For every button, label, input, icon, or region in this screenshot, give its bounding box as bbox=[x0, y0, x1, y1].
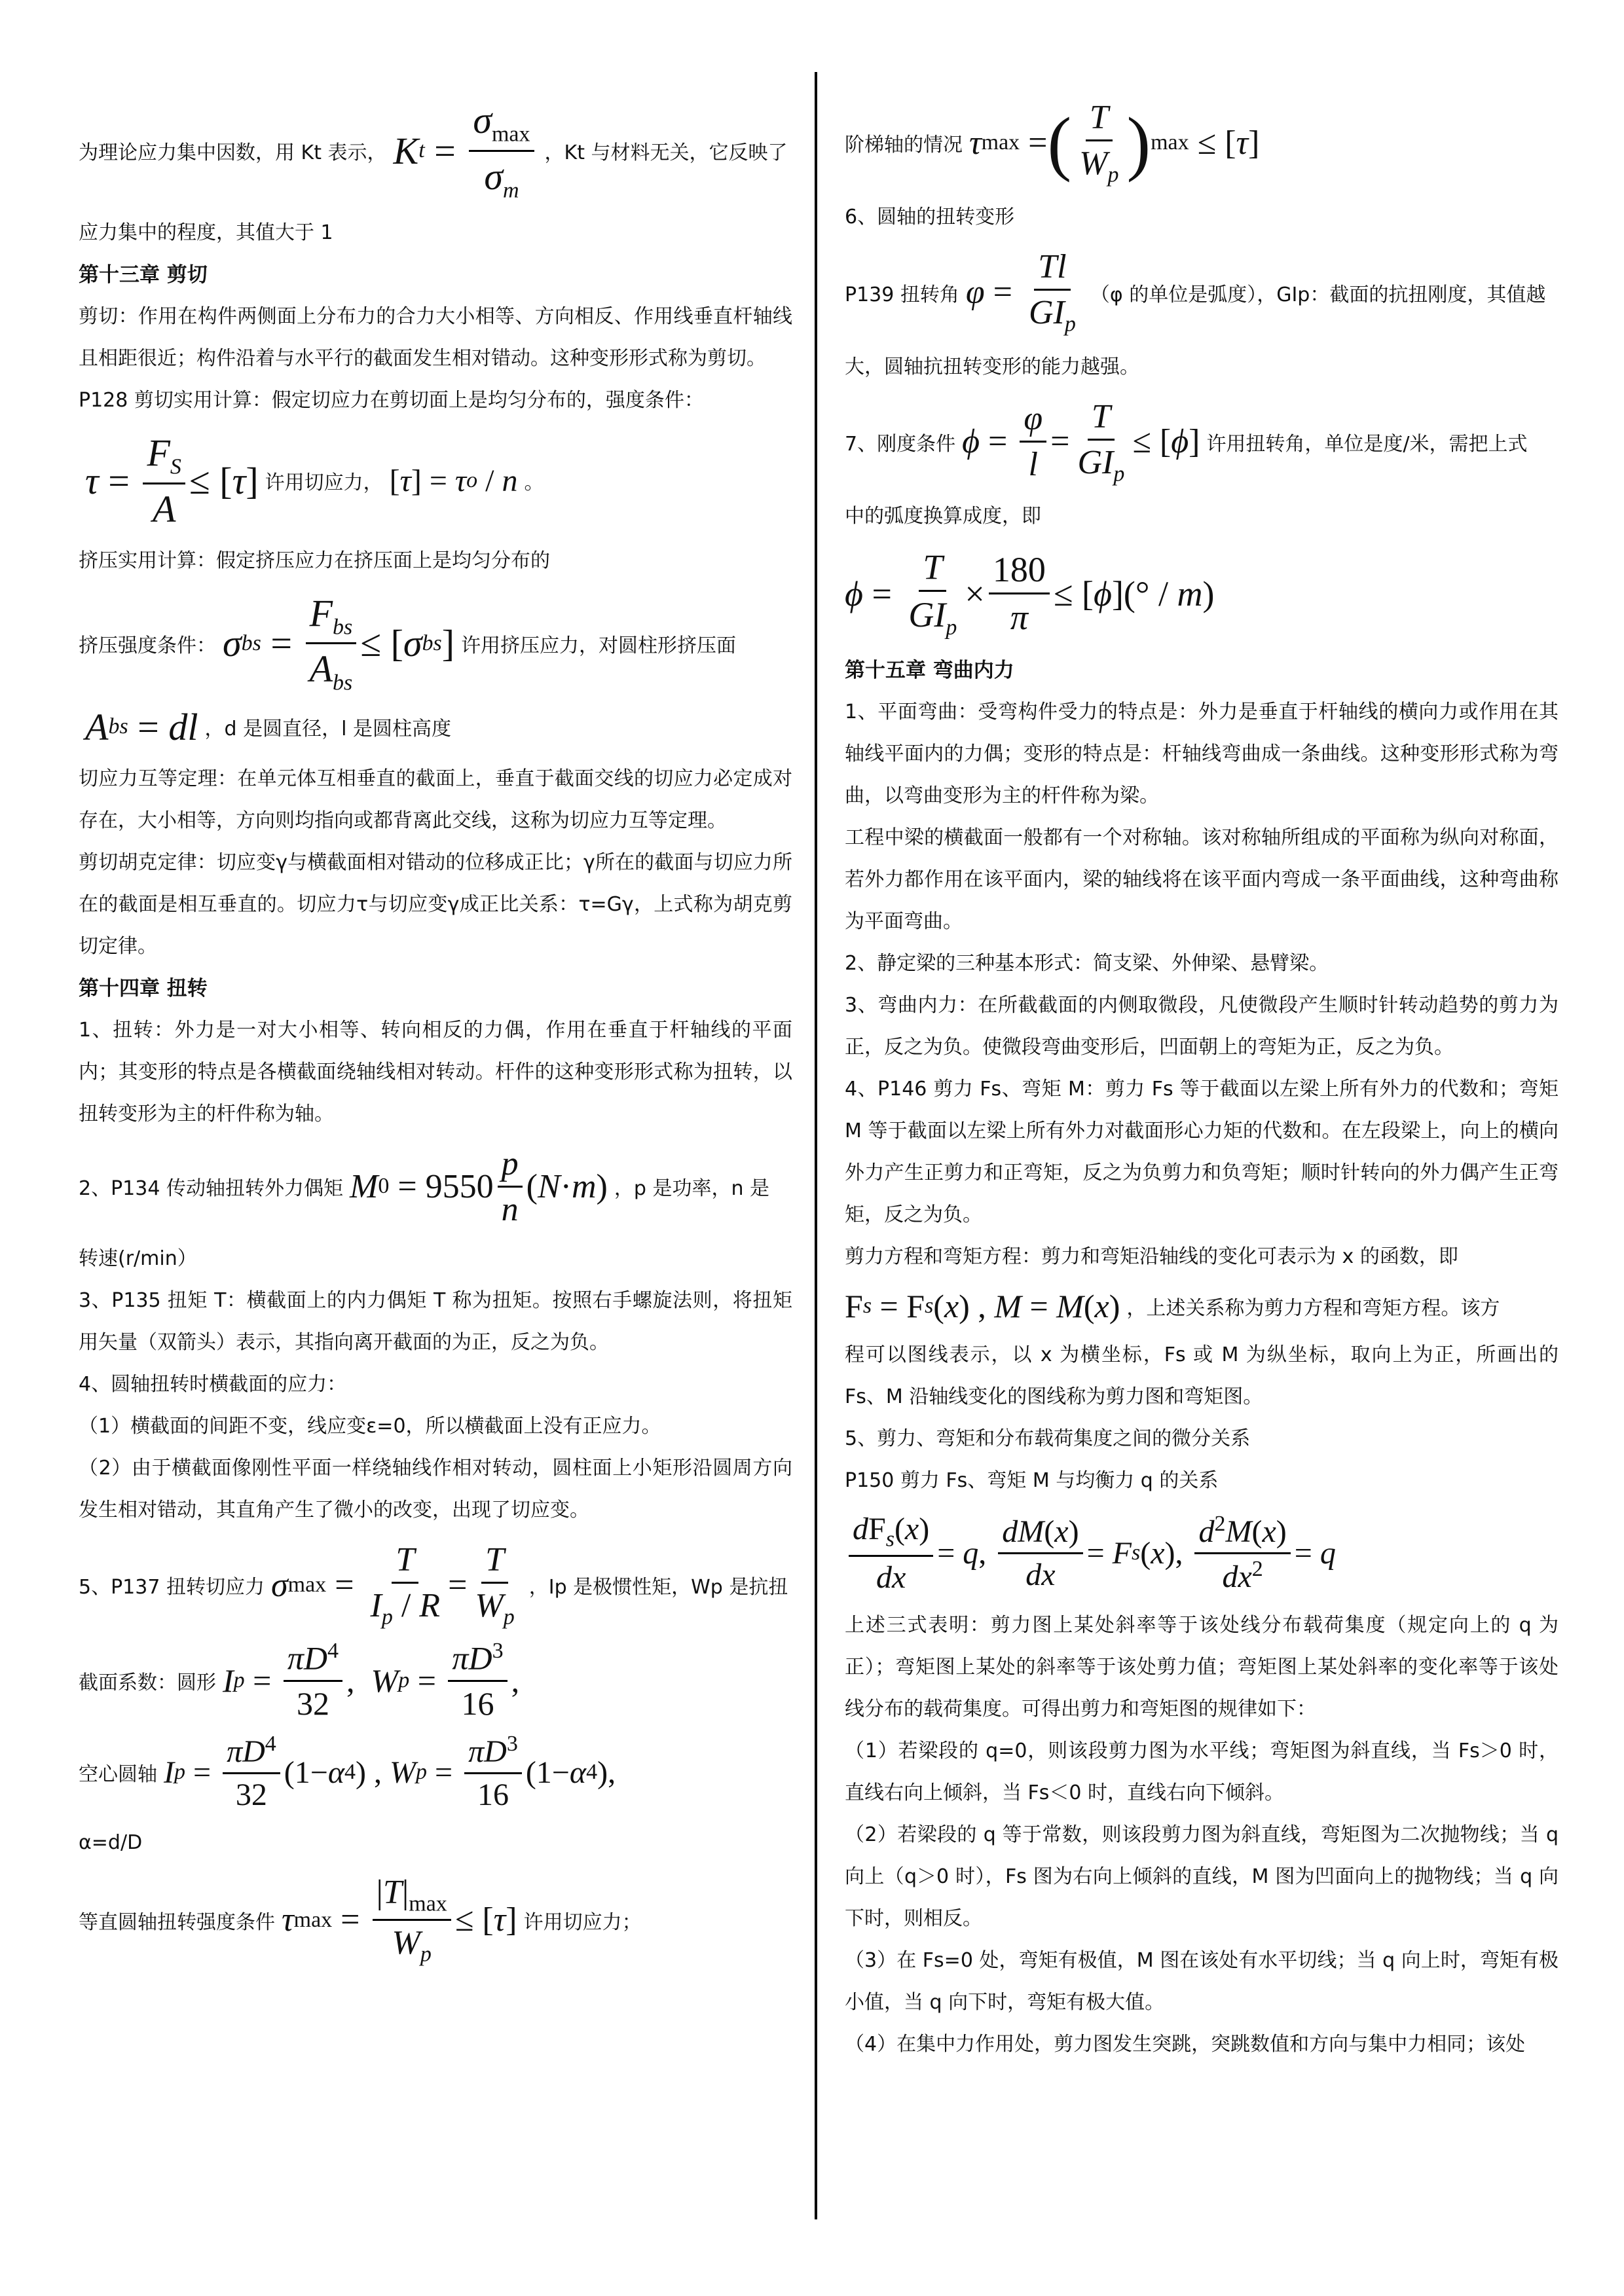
paragraph: 1、平面弯曲：受弯构件受力的特点是：外力是垂直于杆轴线的横向力或作用在其轴线平面内的力偶；变形的特点是：杆轴线弯曲成一条曲线。这种变形形式称为弯曲，以弯曲变形为主的杆件称为梁。 bbox=[845, 700, 1559, 807]
rigidity-degrees-line bbox=[845, 547, 1559, 640]
formula-tau-max: σ max = $\frac{T}{I_p / R}$ = $\frac{T}{W_p}$ bbox=[270, 1540, 515, 1630]
paragraph: （2）由于横截面像刚性平面一样绕轴线作相对转动，圆柱面上小矩形沿圆周方向发生相对错动，其直角产生了微小的改变，出现了切应变。 bbox=[79, 1456, 792, 1522]
text-line: 5、P137 扭转切应力 bbox=[79, 1576, 265, 1599]
paragraph: （1）若梁段的 q=0，则该段剪力图为水平线；弯矩图为斜直线，当 Fs＞0 时，直线右向上倾斜，当 Fs＜0 时，直线右向下倾斜。 bbox=[845, 1739, 1559, 1804]
paragraph: 剪切胡克定律：切应变γ与横截面相对错动的位移成正比；γ所在的截面与切应力所在的截面是相互垂直的。切应力τ与切应变γ成正比关系：τ=Gγ，上式称为胡克剪切定律。 bbox=[79, 850, 792, 958]
paragraph: P128 剪切实用计算：假定切应力在剪切面上是均匀分布的，强度条件： bbox=[79, 389, 704, 412]
text-line: 应力集中的程度，其值大于 1 bbox=[79, 221, 333, 245]
paragraph: 3、弯曲内力：在所截截面的内侧取微段，凡使微段产生顺时针转动趋势的剪力为正，反之为负。使微段弯曲变形后，凹面朝上的弯矩为正，反之为负。 bbox=[845, 993, 1559, 1059]
formula-rigidity-deg: ϕ = $\frac{T}{GI_p}$ × $\frac{180}{\pi}$ ≤ [ ϕ ](° / m ) bbox=[845, 547, 1215, 640]
paragraph: （2）若梁段的 q 等于常数，则该段剪力图为斜直线，弯矩图为二次抛物线；当 q 向上（q＞0 时），Fs 图为右向上倾斜的直线，M 图为凹面向上的抛物线；当 q 向下时，则相反。 bbox=[845, 1823, 1559, 1930]
right-column bbox=[845, 98, 1559, 2066]
paragraph: 2、静定梁的三种基本形式：简支梁、外伸梁、悬臂梁。 bbox=[845, 951, 1329, 975]
paragraph: 4、圆轴扭转时横截面的应力： bbox=[79, 1372, 347, 1396]
differential-relations-line bbox=[845, 1511, 1559, 1595]
text-line: 挤压强度条件： bbox=[79, 634, 216, 657]
formula-phi: φ = $\frac{Tl}{GI_p}$ bbox=[965, 248, 1076, 337]
text-line: 等直圆轴扭转强度条件 bbox=[79, 1910, 275, 1934]
shear-moment-eq-line bbox=[845, 1287, 1559, 1325]
paragraph: 剪力方程和弯矩方程：剪力和弯矩沿轴线的变化可表示为 x 的函数，即 bbox=[845, 1245, 1458, 1268]
formula-stepped: τ max = ( $\frac{T}{W_p}$ ) max ≤ [ τ ] bbox=[969, 99, 1260, 187]
paragraph: （3）在 Fs=0 处，弯矩有极值，M 图在该处有水平切线；当 q 向上时，弯矩有极小值，当 q 向下时，弯矩有极大值。 bbox=[845, 1948, 1559, 2014]
text-line: ，d 是圆直径，l 是圆柱高度 bbox=[204, 718, 451, 741]
text-line: 6、圆轴的扭转变形 bbox=[845, 206, 1015, 229]
bearing-strength-line bbox=[79, 591, 792, 696]
text-line: ，Ip 是极惯性矩，Wp 是抗扭 bbox=[528, 1576, 788, 1599]
column-divider bbox=[815, 72, 817, 2219]
formula-allow-shear: [ τ ] = τ o / n bbox=[389, 463, 518, 498]
text-line: ，上述关系称为剪力方程和弯矩方程。该方 bbox=[1126, 1296, 1500, 1320]
text-line: 截面系数：圆形 bbox=[79, 1671, 216, 1695]
text-line: ，Kt 与材料无关，它反映了 bbox=[544, 141, 788, 165]
section-modulus-line bbox=[79, 1639, 792, 1722]
paragraph: 剪切：作用在构件两侧面上分布力的合力大小相等、方向相反、作用线垂直杆轴线且相距很近；构件沿着与水平行的截面发生相对错动。这种变形形式称为剪切。 bbox=[79, 305, 792, 371]
formula-abs: A bs = dl bbox=[85, 705, 198, 748]
paragraph: （1）横截面的间距不变，线应变ε=0，所以横截面上没有正应力。 bbox=[79, 1414, 661, 1438]
formula-ip-solid: I p = $\frac{\pi D^4}{32}$ , W p = $\frac{\pi D^3}{16}$ , bbox=[223, 1639, 520, 1722]
rigidity-line bbox=[845, 397, 1559, 486]
hollow-shaft-line bbox=[79, 1732, 792, 1813]
formula-m0: M 0 = 9550 $\frac{p}{n}$ ( N · m ) bbox=[349, 1144, 608, 1228]
paragraph: 程可以图线表示，以 x 为横坐标，Fs 或 M 为纵坐标，取向上为正，所画出的 Fs、M 沿轴线变化的图线称为剪力图和弯矩图。 bbox=[845, 1343, 1559, 1408]
paragraph: 3、P135 扭矩 T：横截面上的内力偶矩 T 称为扭矩。按照右手螺旋法则，将扭矩用矢量（双箭头）表示，其指向离开截面的为正，反之为负。 bbox=[79, 1288, 792, 1354]
formula-kt: K t = $\frac{\sigma_{max}}{\sigma_m}$ bbox=[394, 98, 538, 203]
torque-line bbox=[79, 1144, 792, 1229]
paragraph: 工程中梁的横截面一般都有一个对称轴。该对称轴所组成的平面称为纵向对称面，若外力都作用在该平面内，梁的轴线将在该平面内弯成一条平面曲线，这种弯曲称为平面弯曲。 bbox=[845, 826, 1559, 933]
text-line: 为理论应力集中因数，用 Kt 表示， bbox=[79, 141, 387, 165]
text-line: 。 bbox=[524, 471, 544, 495]
text-line: 空心圆轴 bbox=[79, 1763, 157, 1787]
paragraph: P150 剪力 Fs、弯矩 M 与均衡力 q 的关系 bbox=[845, 1468, 1219, 1492]
text-line: 阶梯轴的情况 bbox=[845, 134, 963, 157]
chapter-heading: 第十四章 扭转 bbox=[79, 976, 208, 1000]
torsion-stress-line bbox=[79, 1540, 792, 1630]
bearing-area-line bbox=[79, 705, 792, 749]
text-line: 中的弧度换算成度，即 bbox=[845, 505, 1041, 528]
stepped-shaft-line bbox=[845, 98, 1559, 187]
paragraph: 4、P146 剪力 Fs、弯矩 M：剪力 Fs 等于截面以左梁上所有外力的代数和；弯矩 M 等于截面以左梁上所有外力对截面形心力矩的代数和。在左段梁上，向上的横向外力产生正剪力和正弯矩，反之为负剪力和负弯矩；顺时针转向的外力偶产生正弯矩，反之为负。 bbox=[845, 1077, 1559, 1226]
formula-strength: τ max = $\frac{|T|_{max}}{W_p}$ ≤ [ τ ] bbox=[282, 1874, 517, 1967]
paragraph: 5、剪力、弯矩和分布载荷集度之间的微分关系 bbox=[845, 1427, 1251, 1450]
text-line: ，p 是功率，n 是 bbox=[614, 1177, 770, 1201]
shear-strength-line bbox=[79, 431, 792, 531]
text-line: 7、刚度条件 bbox=[845, 432, 956, 456]
text-line: 转速(r/min） bbox=[79, 1247, 197, 1270]
uniform-shaft-line bbox=[79, 1873, 792, 1967]
text-line: （φ 的单位是弧度），GIp：截面的抗扭刚度，其值越 bbox=[1090, 283, 1546, 306]
twist-angle-line bbox=[845, 247, 1559, 337]
paragraph: 1、扭转：外力是一对大小相等、转向相反的力偶，作用在垂直于杆轴线的平面内；其变形的特点是各横截面绕轴线相对转动。杆件的这种变形形式称为扭转，以扭转变形为主的杆件称为轴。 bbox=[79, 1018, 792, 1125]
text-line: 许用切应力， bbox=[265, 471, 383, 495]
text-line: α=d/D bbox=[79, 1831, 143, 1855]
left-column bbox=[79, 98, 792, 1977]
text-line: P139 扭转角 bbox=[845, 283, 959, 306]
formula-fs-m: F s = F s ( x ) , M = M ( x ) bbox=[845, 1287, 1120, 1324]
formula-rigidity: ϕ = $\frac{\varphi}{l}$ = $\frac{T}{GI_p}$ ≤ [ ϕ ] bbox=[962, 397, 1200, 486]
formula-ip-hollow: I p = $\frac{\pi D^4}{32}$ (1− α 4 ) , W p = $\frac{\pi D^3}{16}$ (1− α 4 ), bbox=[164, 1732, 616, 1813]
text-line: 许用挤压应力，对圆柱形挤压面 bbox=[461, 634, 737, 657]
text-line: 许用切应力； bbox=[523, 1910, 642, 1934]
stress-concentration-line bbox=[79, 98, 792, 203]
chapter-heading: 第十三章 剪切 bbox=[79, 263, 208, 287]
formula-differential: $\frac{dF_s(x)}{dx}$ = q , $\frac{dM(x)}{dx}$ = F s ( x ), $\frac{d^2M(x)}{dx^2}$ = q bbox=[845, 1511, 1336, 1595]
text-line: 大，圆轴抗扭转变形的能力越强。 bbox=[845, 355, 1139, 378]
text-line: 2、P134 传动轴扭转外力偶矩 bbox=[79, 1177, 343, 1201]
paragraph: 切应力互等定理：在单元体互相垂直的截面上，垂直于截面交线的切应力必定成对存在，大小相等，方向则均指向或都背离此交线，这称为切应力互等定理。 bbox=[79, 767, 792, 832]
text-line: 许用扭转角，单位是度/米，需把上式 bbox=[1206, 432, 1528, 456]
chapter-heading: 第十五章 弯曲内力 bbox=[845, 658, 1014, 682]
formula-shear: τ = $\frac{F_S}{A}$ ≤ [ τ ] bbox=[85, 431, 259, 530]
paragraph: 挤压实用计算：假定挤压应力在挤压面上是均匀分布的 bbox=[79, 549, 550, 572]
formula-bearing: σ bs = $\frac{F_{bs}}{A_{bs}}$ ≤ [ σ bs ] bbox=[223, 591, 455, 695]
paragraph: （4）在集中力作用处，剪力图发生突跳，突跳数值和方向与集中力相同；该处 bbox=[845, 2032, 1526, 2056]
paragraph: 上述三式表明：剪力图上某处斜率等于该处线分布载荷集度（规定向上的 q 为正）；弯矩图上某处的斜率等于该处剪力值；弯矩图上某处斜率的变化率等于该处线分布的载荷集度。可得出剪力和弯矩图的规律如下： bbox=[845, 1613, 1559, 1721]
